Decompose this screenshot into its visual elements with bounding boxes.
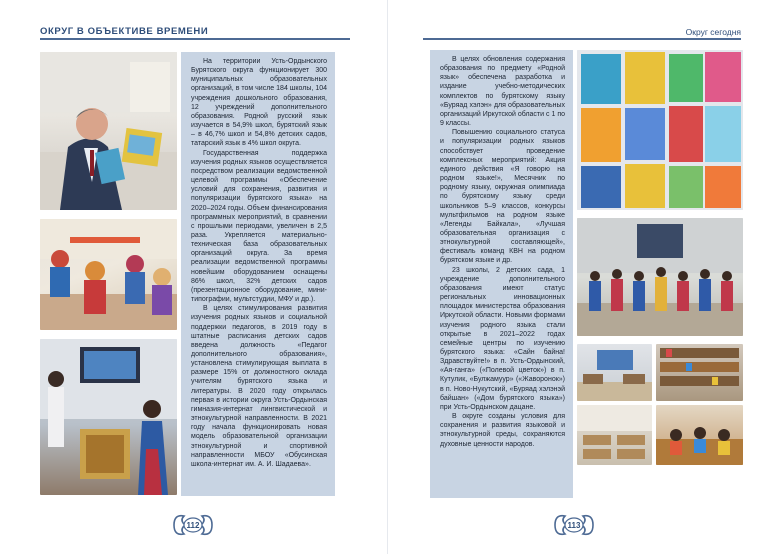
photo-textbook-covers xyxy=(577,50,743,210)
page-number: 113 xyxy=(567,521,581,530)
paragraph: В округе созданы условия для сохранения и развития языковой и этнокультурной среды, сохраняются духовные ценности народов. xyxy=(440,413,565,448)
left-page xyxy=(0,0,388,554)
photo-children-activity xyxy=(656,405,743,465)
photo-classroom-desks xyxy=(577,405,652,465)
photo-stage-performance xyxy=(577,218,743,336)
paragraph: 23 школы, 2 детских сада, 1 учреждение дополнительного образования имеют статус региональных инновационных площадок министерства образования Иркутской области. Новыми формами изучения родного языка стали открытые в 2021–2022 годах семейные центры по изучению бурятского языка: «Сайн байна! Здравствуйте!» в п. Усть-Ордынский, «Ая-ганга» («Полевой цветок») в п. Кутулик, «Булжамуур» («Жаворонок») в п. Ново-Нукутский, «Буряад хэлэнэй байшан» («Дом бурятского языка») при Усть-Ордынском дацане. xyxy=(440,266,565,411)
paragraph: В целях стимулирования развития изучения родных языков и социальной поддержки педагогов, в 2019 году в штатные расписания детских садов введена должность «Педагог дополнительного образования», установлена стимулирующая выплата в размере 15% от должностного оклада учителям бурятского языка и литературы. В 2020 году открылась первая в истории округа Усть-Ордынская гимназия-интернат лингвистической и этнокультурной направленности. В 2021 году начала функционировать новая модель образовательной организации этнокультурной и спортивной направленности МБОУ «Обусинская школа-интернат им. А. И. Шадаева». xyxy=(191,305,327,468)
header-rule xyxy=(423,38,741,40)
running-header: ОКРУГ В ОБЪЕКТИВЕ ВРЕМЕНИ xyxy=(40,26,209,37)
paragraph: В целях обновления содержания образования по предмету «Родной язык» обеспечена разработка и издание учебно-методических комплектов по бурятскому языку «Буряад хэлэн» для образовательных организаций Иркутской области с 1 по 9 классы. xyxy=(440,56,565,128)
photo-classroom-screen xyxy=(577,344,652,401)
page-number-ornament xyxy=(551,510,597,540)
paragraph: Государственная поддержка изучения родных языков осуществляется посредством реализации ведомственной целевой программы «Обеспечение условий для сохранения, развития и популяризации бурятского языка» на 2020–2024 годы. Объем финансирования программных мероприятий, в сравнении с прошлыми периодами, увеличен в 2,5 раза. Укрепляется материально-техническая база образовательных организаций округа. За время реализации ведомственной программы новейшим оборудованием оснащены 86% школ, 32% детских садов (презентационное оборудование, мини-типографии, мультстудии, МФУ и др.). xyxy=(191,149,327,304)
article-text-right xyxy=(430,50,573,498)
article-text-left xyxy=(181,52,335,496)
paragraph: На территории Усть-Ордынского Бурятского округа функционирует 300 муниципальных образовательных организаций, в том числе 184 школы, 104 учреждения дошкольного образования, 12 учреждений дополнительного образования. Родной русский язык изучается в 54,9% школ, бурятский язык – в 46,7% школ и 54,8% детских садов, татарский язык в 4% школ округа. xyxy=(191,58,327,148)
page-number: 112 xyxy=(186,521,200,530)
photo-official-with-books xyxy=(40,52,177,210)
header-rule xyxy=(40,38,350,40)
photo-library-shelves xyxy=(656,344,743,401)
page-number-ornament xyxy=(170,510,216,540)
right-page xyxy=(393,0,781,554)
running-header: Округ сегодня xyxy=(685,27,741,37)
paragraph: Повышению социального статуса и популяризации родных языков способствует проведение комплексных мероприятий: Акция единого действия «Я говорю на родном языке!», Месячник по родному языку, окружная олимпиада по бурятскому языку среди школьников 5–9 классов, конкурсы мультфильмов на родном языке «Легенды Байкала», «Лучшая образовательная организация с этнокультурной составляющей», фестиваль команд КВН на родном бурятском языке и др. xyxy=(440,129,565,265)
photo-children-costumes xyxy=(40,219,177,330)
photo-classroom-traditional-dress xyxy=(40,339,177,495)
